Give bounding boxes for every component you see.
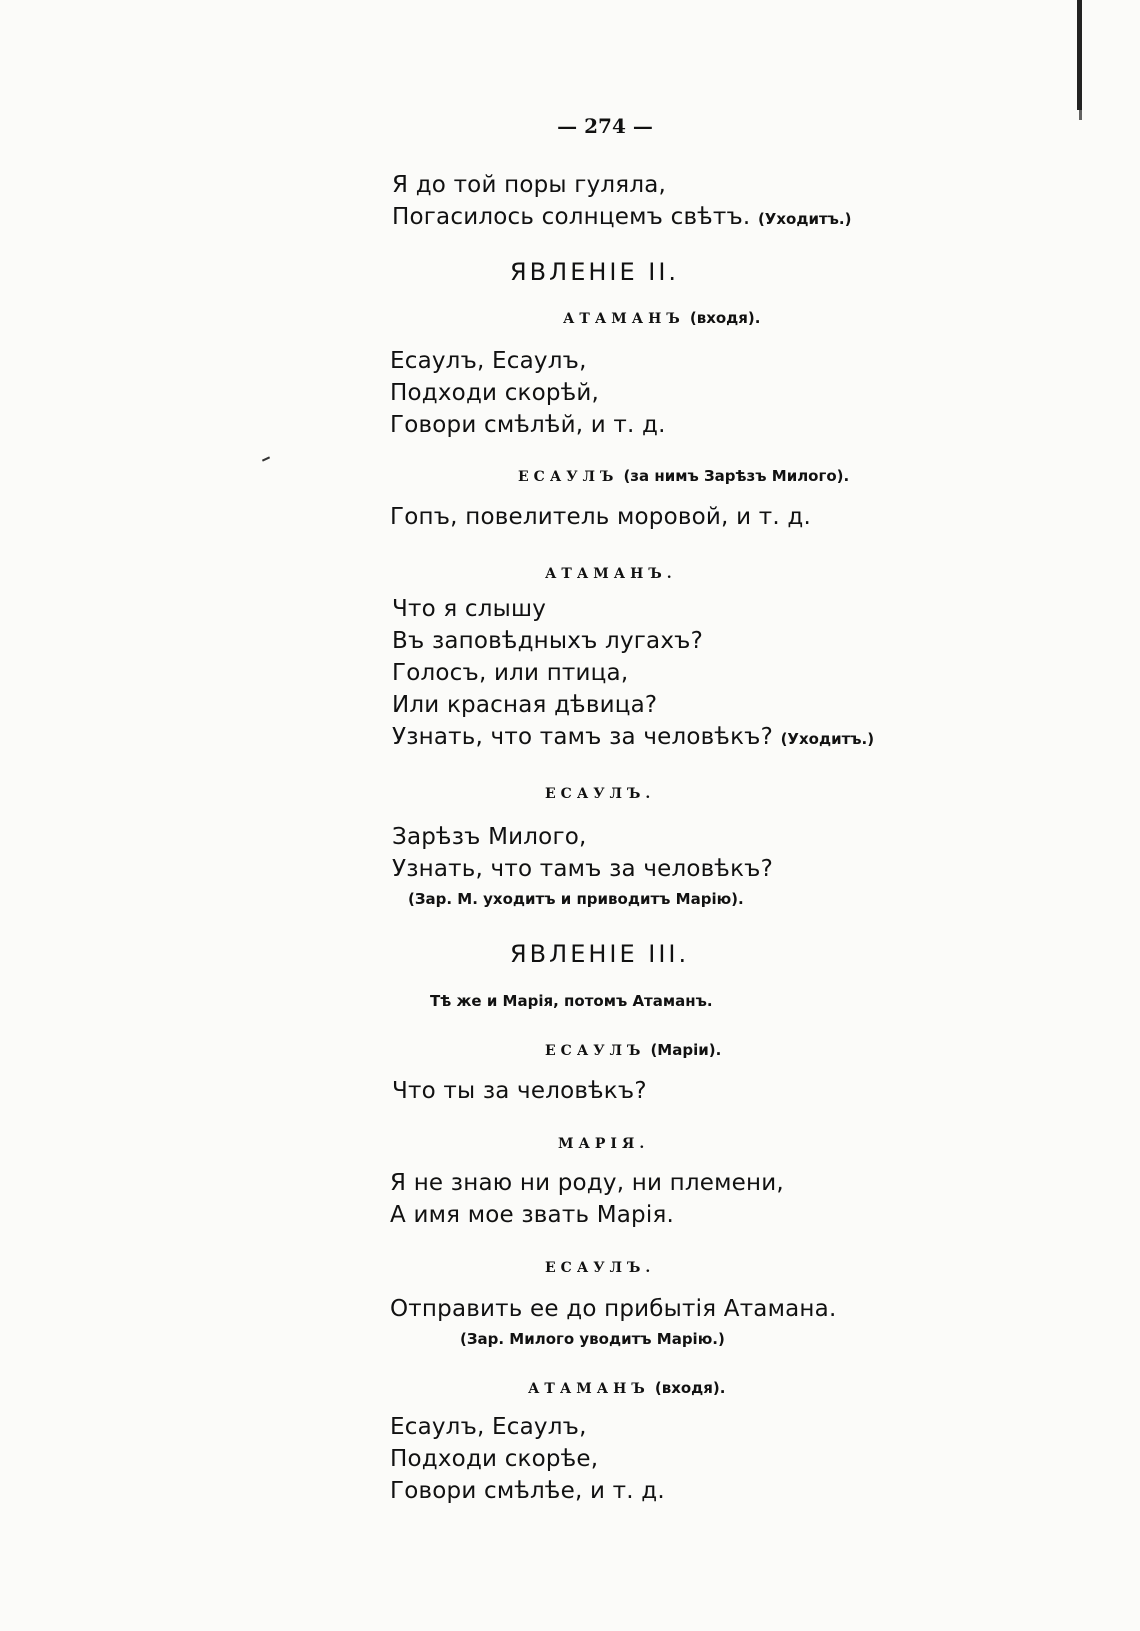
verse-line: Я до той поры гуляла,	[392, 172, 667, 198]
speaker-name: АТАМАНЪ.	[545, 566, 677, 582]
page-number: — 274 —	[557, 114, 653, 138]
verse-line: Что я слышу	[392, 596, 547, 622]
verse-line: Гопъ, повелитель моровой, и т. д.	[390, 504, 811, 530]
verse-line: Говори смѣлѣй, и т. д.	[390, 412, 666, 438]
scene-heading: ЯВЛЕНІЕ II.	[510, 258, 680, 286]
stage-direction: (Зар. Милого уводитъ Марію.)	[460, 1330, 725, 1348]
speaker-heading	[528, 1378, 725, 1397]
speaker-heading	[563, 308, 760, 327]
scan-edge-mark	[1079, 70, 1082, 120]
verse-line: Голосъ, или птица,	[392, 660, 629, 686]
scene-heading: ЯВЛЕНІЕ III.	[510, 940, 690, 968]
verse-line: Или красная дѣвица?	[392, 692, 658, 718]
verse-line: А имя мое звать Марія.	[390, 1202, 674, 1228]
verse-line: Отправить ее до прибытія Атамана.	[390, 1296, 837, 1322]
verse-line: Говори смѣлѣе, и т. д.	[390, 1478, 665, 1504]
speaker-direction: (входя).	[689, 309, 761, 327]
verse-line: Я не знаю ни роду, ни племени,	[390, 1170, 784, 1196]
speaker-direction: (Маріи).	[650, 1041, 722, 1059]
verse-line	[392, 724, 874, 750]
verse-line: Подходи скорѣе,	[390, 1446, 599, 1472]
stage-direction: (Зар. М. уходитъ и приводитъ Марію).	[408, 890, 744, 908]
stage-direction: (Уходитъ.)	[757, 210, 852, 228]
speaker-direction: (входя).	[654, 1379, 726, 1397]
verse-text: Узнать, что тамъ за человѣкъ?	[392, 724, 774, 750]
stage-direction: (Уходитъ.)	[780, 730, 875, 748]
verse-line: Подходи скорѣй,	[390, 380, 600, 406]
speaker-name: МАРІЯ.	[558, 1136, 650, 1152]
scene-cast: Тѣ же и Марія, потомъ Атаманъ.	[430, 992, 713, 1010]
scan-speck	[262, 456, 270, 461]
speaker-name: ЕСАУЛЪ.	[545, 786, 656, 802]
verse-line: Зарѣзъ Милого,	[392, 824, 587, 850]
verse-text: Погасилось солнцемъ свѣтъ.	[392, 204, 751, 230]
speaker-name: ЕСАУЛЪ.	[545, 1260, 656, 1276]
verse-line: Узнать, что тамъ за человѣкъ?	[392, 856, 774, 882]
verse-line: Есаулъ, Есаулъ,	[390, 348, 587, 374]
speaker-direction: (за нимъ Зарѣзъ Милого).	[623, 467, 850, 485]
verse-line: Въ заповѣдныхъ лугахъ?	[392, 628, 704, 654]
speaker-name: АТАМАНЪ	[563, 311, 685, 327]
verse-line	[392, 204, 851, 230]
speaker-name: ЕСАУЛЪ	[545, 1043, 646, 1059]
verse-line: Есаулъ, Есаулъ,	[390, 1414, 587, 1440]
verse-line: Что ты за человѣкъ?	[392, 1078, 647, 1104]
speaker-name: ЕСАУЛЪ	[518, 469, 619, 485]
speaker-heading	[545, 1040, 721, 1059]
speaker-heading	[518, 466, 849, 485]
speaker-name: АТАМАНЪ	[528, 1381, 650, 1397]
